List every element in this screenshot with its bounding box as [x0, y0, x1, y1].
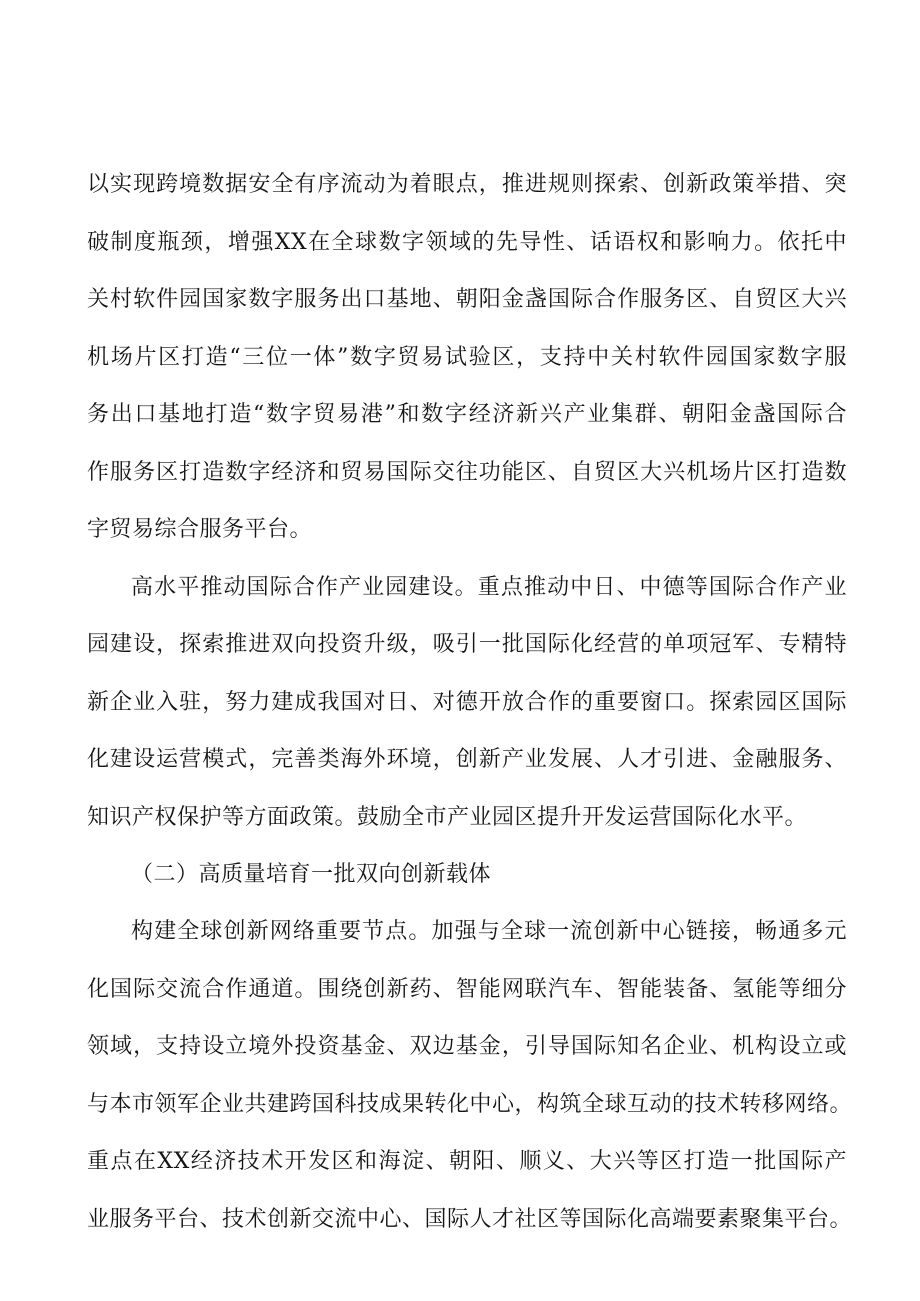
paragraph-line: 机场片区打造“三位一体”数字贸易试验区，支持中关村软件园国家数字服: [87, 345, 847, 370]
paragraph-line: 字贸易综合服务平台。: [87, 517, 313, 542]
paragraph-line: 领域，支持设立境外投资基金、双边基金，引导国际知名企业、机构设立或: [87, 1034, 847, 1059]
paragraph-line: 作服务区打造数字经济和贸易国际交往功能区、自贸区大兴机场片区打造数: [87, 460, 847, 485]
paragraph-line: 以实现跨境数据安全有序流动为着眼点，推进规则探索、创新政策举措、突: [87, 172, 847, 197]
paragraph-line: 务出口基地打造“数字贸易港”和数字经济新兴产业集群、朝阳金盏国际合: [87, 402, 847, 427]
section-heading: （二）高质量培育一批双向创新载体: [131, 862, 492, 887]
paragraph-line: 与本市领军企业共建跨国科技成果转化中心，构筑全球互动的技术转移网络。: [87, 1092, 853, 1117]
paragraph-line: 重点在XX经济技术开发区和海淀、朝阳、顺义、大兴等区打造一批国际产: [87, 1149, 847, 1174]
paragraph-line: 知识产权保护等方面政策。鼓励全市产业园区提升开发运营国际化水平。: [87, 805, 808, 830]
paragraph-line: 化国际交流合作通道。围绕创新药、智能网联汽车、智能装备、氢能等细分: [87, 977, 847, 1002]
paragraph-line: 构建全球创新网络重要节点。加强与全球一流创新中心链接，畅通多元: [131, 919, 847, 944]
paragraph-line: 高水平推动国际合作产业园建设。重点推动中日、中德等国际合作产业: [131, 575, 847, 600]
paragraph-line: 新企业入驻，努力建成我国对日、对德开放合作的重要窗口。探索园区国际: [87, 690, 847, 715]
paragraph-line: 园建设，探索推进双向投资升级，吸引一批国际化经营的单项冠军、专精特: [87, 632, 847, 657]
paragraph-line: 化建设运营模式，完善类海外环境，创新产业发展、人才引进、金融服务、: [87, 747, 847, 772]
paragraph-line: 业服务平台、技术创新交流中心、国际人才社区等国际化高端要素聚集平台。: [87, 1207, 853, 1232]
paragraph-line: 关村软件园国家数字服务出口基地、朝阳金盏国际合作服务区、自贸区大兴: [87, 287, 847, 312]
paragraph-line: 破制度瓶颈，增强XX在全球数字领域的先导性、话语权和影响力。依托中: [87, 230, 847, 255]
